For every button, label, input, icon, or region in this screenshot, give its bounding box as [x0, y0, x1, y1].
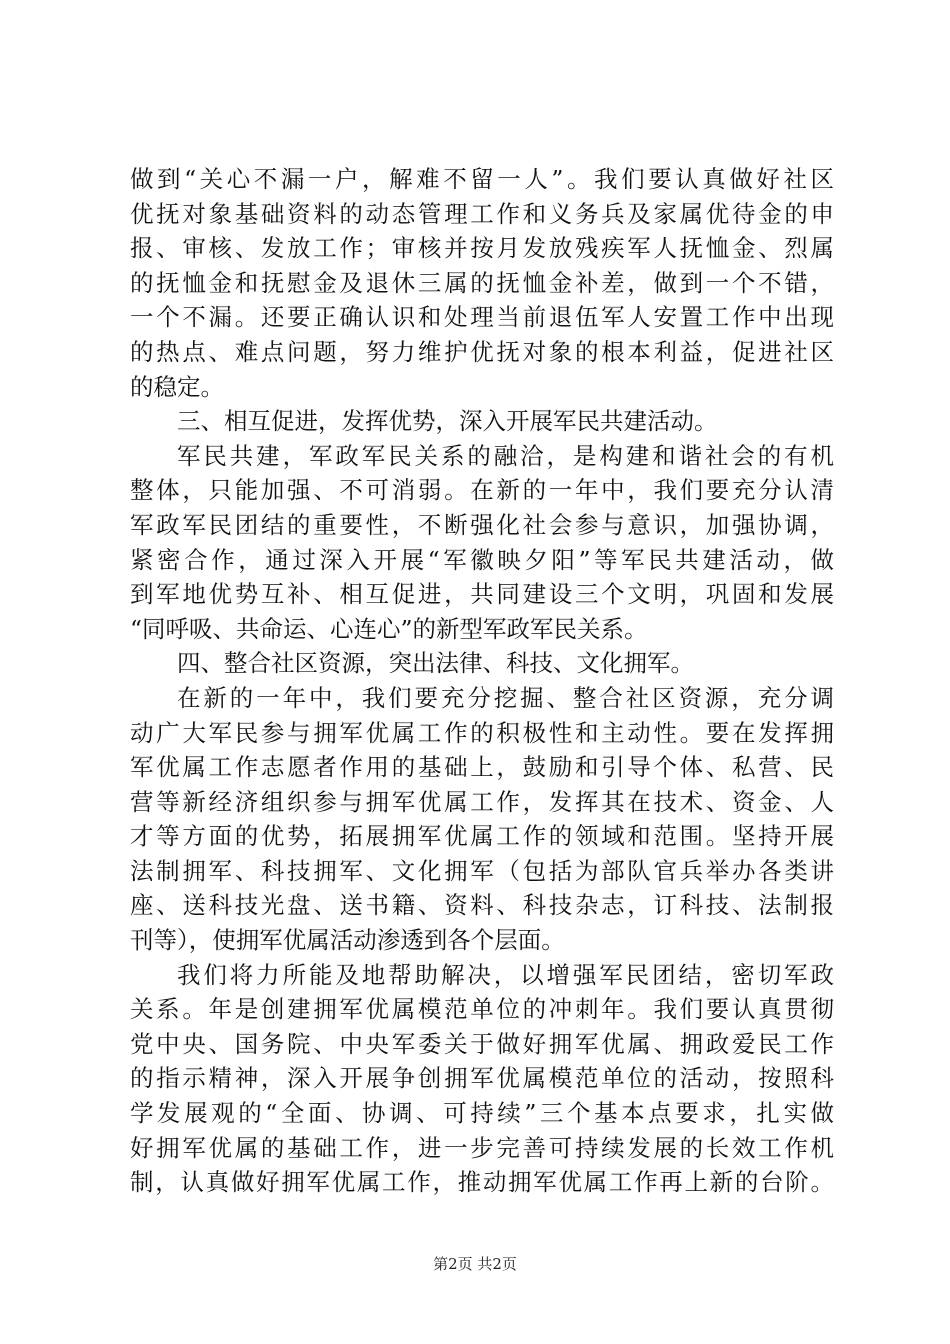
text-line: 才等方面的优势，拓展拥军优属工作的领域和范围。坚持开展 — [130, 822, 834, 851]
text-line: 刊等），使拥军优属活动渗透到各个层面。 — [130, 926, 565, 955]
text-line: 的热点、难点问题，努力维护优抚对象的根本利益，促进社区 — [130, 337, 834, 366]
text-line: 座、送科技光盘、送书籍、资料、科技杂志，订科技、法制报 — [130, 891, 834, 920]
text-line: 军民共建，军政军民关系的融洽，是构建和谐社会的有机 — [177, 441, 834, 470]
body-text — [130, 162, 834, 1200]
text-line: 优抚对象基础资料的动态管理工作和义务兵及家属优待金的申 — [130, 199, 834, 228]
text-line: 我们将力所能及地帮助解决，以增强军民团结，密切军政 — [177, 960, 834, 989]
section-heading: 三、相互促进，发挥优势，深入开展军民共建活动。 — [177, 407, 718, 436]
text-line: 整体，只能加强、不可消弱。在新的一年中，我们要充分认清 — [130, 476, 834, 505]
text-line: 的稳定。 — [130, 372, 224, 401]
text-line: 做到“关心不漏一户，解难不留一人”。我们要认真做好社区 — [130, 165, 834, 193]
text-line: 党中央、国务院、中央军委关于做好拥军优属、拥政爱民工作 — [130, 1029, 834, 1058]
text-line: 制，认真做好拥军优属工作，推动拥军优属工作再上新的台阶。 — [130, 1168, 834, 1197]
text-line: 好拥军优属的基础工作，进一步完善可持续发展的长效工作机 — [130, 1133, 834, 1162]
text-line: 报、审核、发放工作；审核并按月发放残疾军人抚恤金、烈属 — [130, 234, 834, 263]
text-line: 的抚恤金和抚慰金及退休三属的抚恤金补差，做到一个不错， — [130, 268, 834, 297]
text-line: 关系。年是创建拥军优属模范单位的冲刺年。我们要认真贯彻 — [130, 995, 834, 1024]
text-line: 到军地优势互补、相互促进，共同建设三个文明，巩固和发展 — [130, 580, 834, 609]
text-line: “同呼吸、共命运、心连心”的新型军政军民关系。 — [130, 614, 648, 643]
text-line: 法制拥军、科技拥军、文化拥军（包括为部队官兵举办各类讲 — [130, 856, 834, 885]
section-heading: 四、整合社区资源，突出法律、科技、文化拥军。 — [177, 649, 694, 678]
text-line: 军政军民团结的重要性，不断强化社会参与意识，加强协调， — [130, 510, 834, 539]
text-line: 营等新经济组织参与拥军优属工作，发挥其在技术、资金、人 — [130, 787, 834, 816]
text-line: 动广大军民参与拥军优属工作的积极性和主动性。要在发挥拥 — [130, 718, 834, 747]
text-line: 紧密合作，通过深入开展“军徽映夕阳”等军民共建活动，做 — [130, 545, 834, 574]
text-line: 军优属工作志愿者作用的基础上，鼓励和引导个体、私营、民 — [130, 753, 834, 782]
page-number-footer: 第2页 共2页 — [433, 1255, 517, 1273]
text-line: 学发展观的“全面、协调、可持续”三个基本点要求，扎实做 — [130, 1099, 834, 1128]
text-line: 在新的一年中，我们要充分挖掘、整合社区资源，充分调 — [177, 683, 834, 712]
text-line: 的指示精神，深入开展争创拥军优属模范单位的活动，按照科 — [130, 1064, 834, 1093]
text-line: 一个不漏。还要正确认识和处理当前退伍军人安置工作中出现 — [130, 303, 834, 332]
